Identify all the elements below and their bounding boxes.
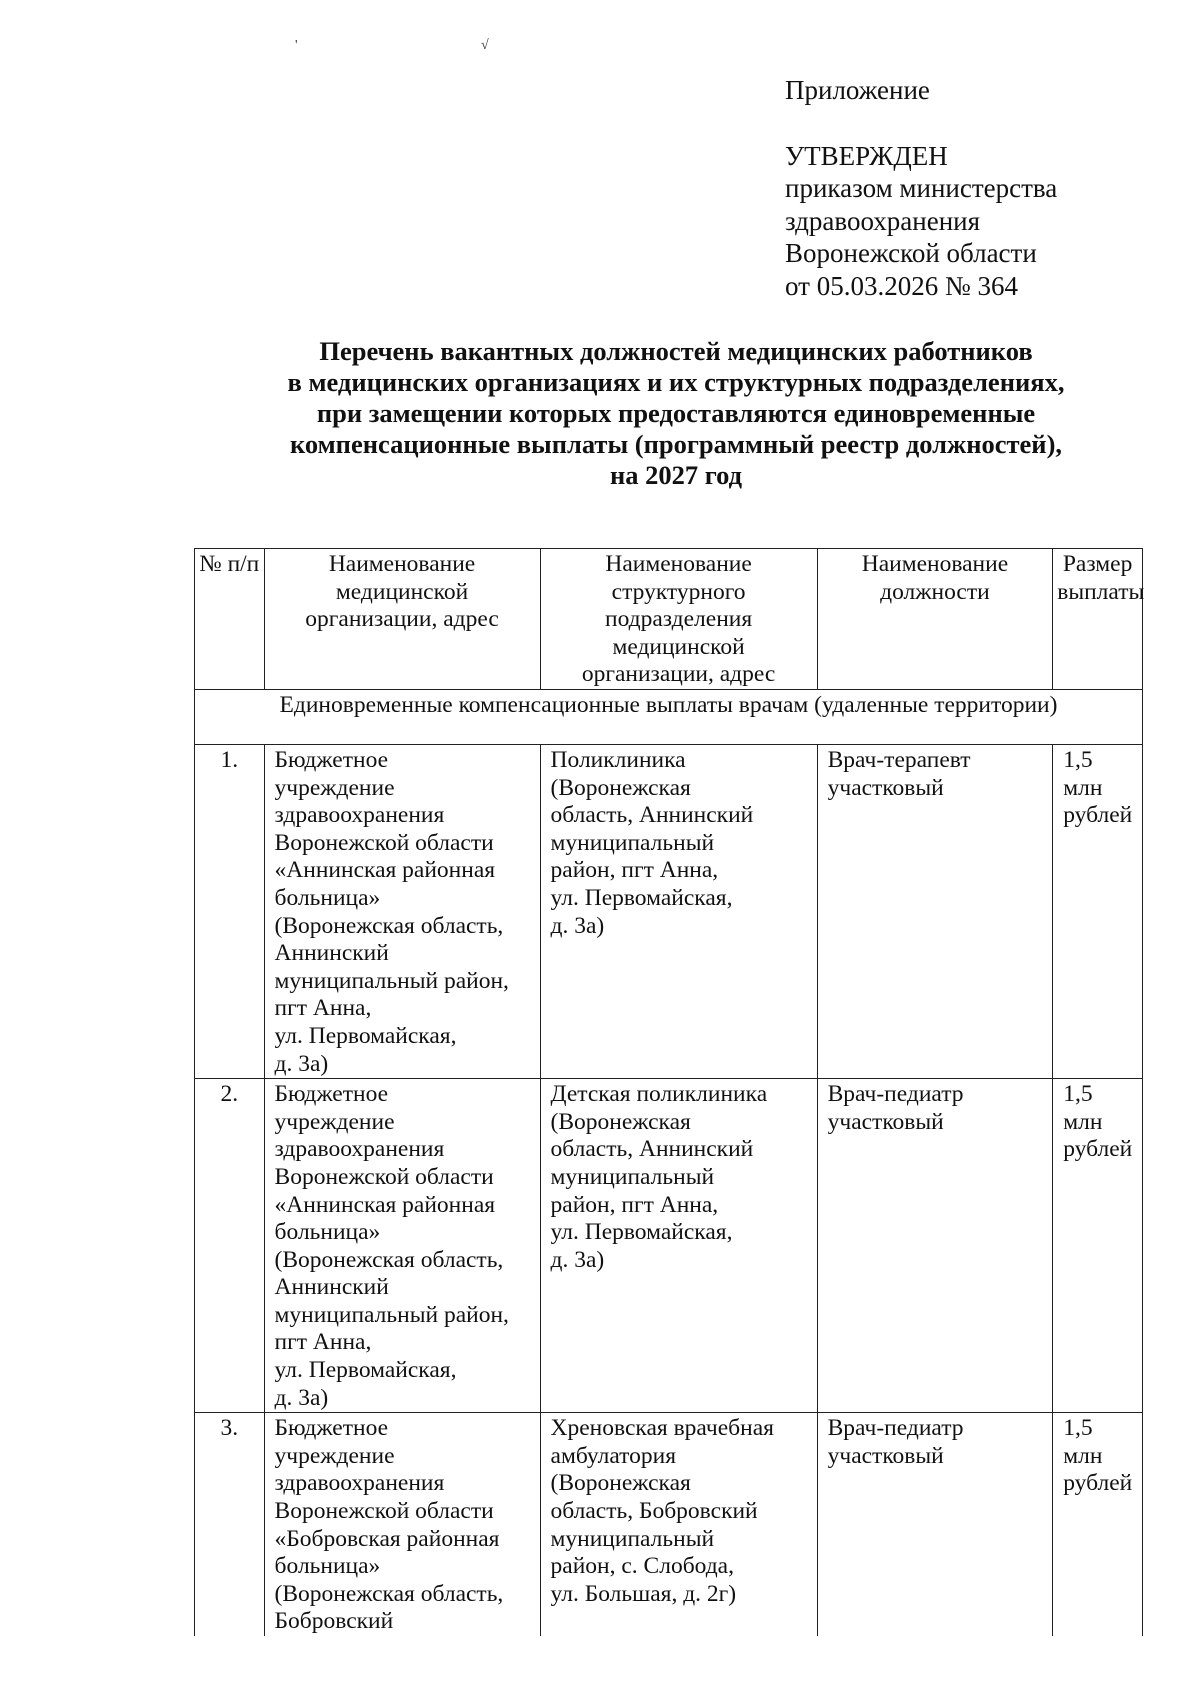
row-position: Врач-терапевт участковый (817, 745, 1053, 1079)
title-line-3: при замещении которых предоставляются единовременные (316, 398, 1036, 428)
row-organization: Бюджетное учреждение здравоохранения Воронежской области «Аннинская районная больница» (Воронежская область, Аннинский муниципальный район, пгт Анна, ул. Первомайская, д. 3а) (264, 1079, 540, 1413)
appendix-label: Приложение (785, 75, 930, 105)
order-reference: от 05.03.2026 № 364 (785, 270, 1018, 301)
table-header-row (195, 549, 1143, 690)
row-subdivision: Детская поликлиника (Воронежская область, Аннинский муниципальный район, пгт Анна, ул. Первомайская, д. 3а) (540, 1079, 817, 1413)
row-position: Врач-педиатр участковый (817, 1079, 1053, 1413)
row-subdivision: Хреновская врачебная амбулатория (Воронежская область, Бобровский муниципальный район, с. Слобода, ул. Большая, д. 2г) (540, 1413, 817, 1636)
header-subdivision: Наименование структурного подразделения медицинской организации, адрес (540, 549, 817, 690)
table-row (195, 1079, 1143, 1413)
row-num: 1. (195, 745, 265, 1079)
title-line-1: Перечень вакантных должностей медицинских работников (319, 336, 1033, 366)
approval-line-1: приказом министерства (785, 173, 1058, 203)
row-payment: 1,5 млн рублей (1053, 1079, 1143, 1413)
header-position: Наименование должности (817, 549, 1053, 690)
row-organization: Бюджетное учреждение здравоохранения Воронежской области «Бобровская районная больница» (Воронежская область, Бобровский (264, 1413, 540, 1636)
header-num: № п/п (195, 549, 265, 690)
title-line-4: компенсационные выплаты (программный реестр должностей), (289, 429, 1063, 459)
header-organization: Наименование медицинской организации, адрес (264, 549, 540, 690)
table-row (195, 1413, 1143, 1636)
row-subdivision: Поликлиника (Воронежская область, Аннинский муниципальный район, пгт Анна, ул. Первомайская, д. 3а) (540, 745, 817, 1079)
scan-marks: ' √ (295, 38, 579, 53)
header-payment: Размер выплаты (1053, 549, 1143, 690)
table-row (195, 745, 1143, 1079)
title-line-2: в медицинских организациях и их структурных подразделениях, (287, 367, 1065, 397)
document-title (180, 336, 1172, 491)
row-payment: 1,5 млн рублей (1053, 1413, 1143, 1636)
registry-table (194, 548, 1143, 1636)
approval-line-3: Воронежской области (785, 238, 1037, 268)
row-num: 2. (195, 1079, 265, 1413)
approved-label: УТВЕРЖДЕН (785, 140, 948, 171)
row-payment: 1,5 млн рублей (1053, 745, 1143, 1079)
section-row (195, 690, 1143, 745)
approval-block (785, 74, 1057, 302)
row-organization: Бюджетное учреждение здравоохранения Воронежской области «Аннинская районная больница» (Воронежская область, Аннинский муниципальный район, пгт Анна, ул. Первомайская, д. 3а) (264, 745, 540, 1079)
row-position: Врач-педиатр участковый (817, 1413, 1053, 1636)
section-title: Единовременные компенсационные выплаты врачам (удаленные территории) (195, 690, 1143, 745)
approval-line-2: здравоохранения (785, 205, 981, 236)
title-line-5: на 2027 год (609, 460, 743, 490)
row-num: 3. (195, 1413, 265, 1636)
